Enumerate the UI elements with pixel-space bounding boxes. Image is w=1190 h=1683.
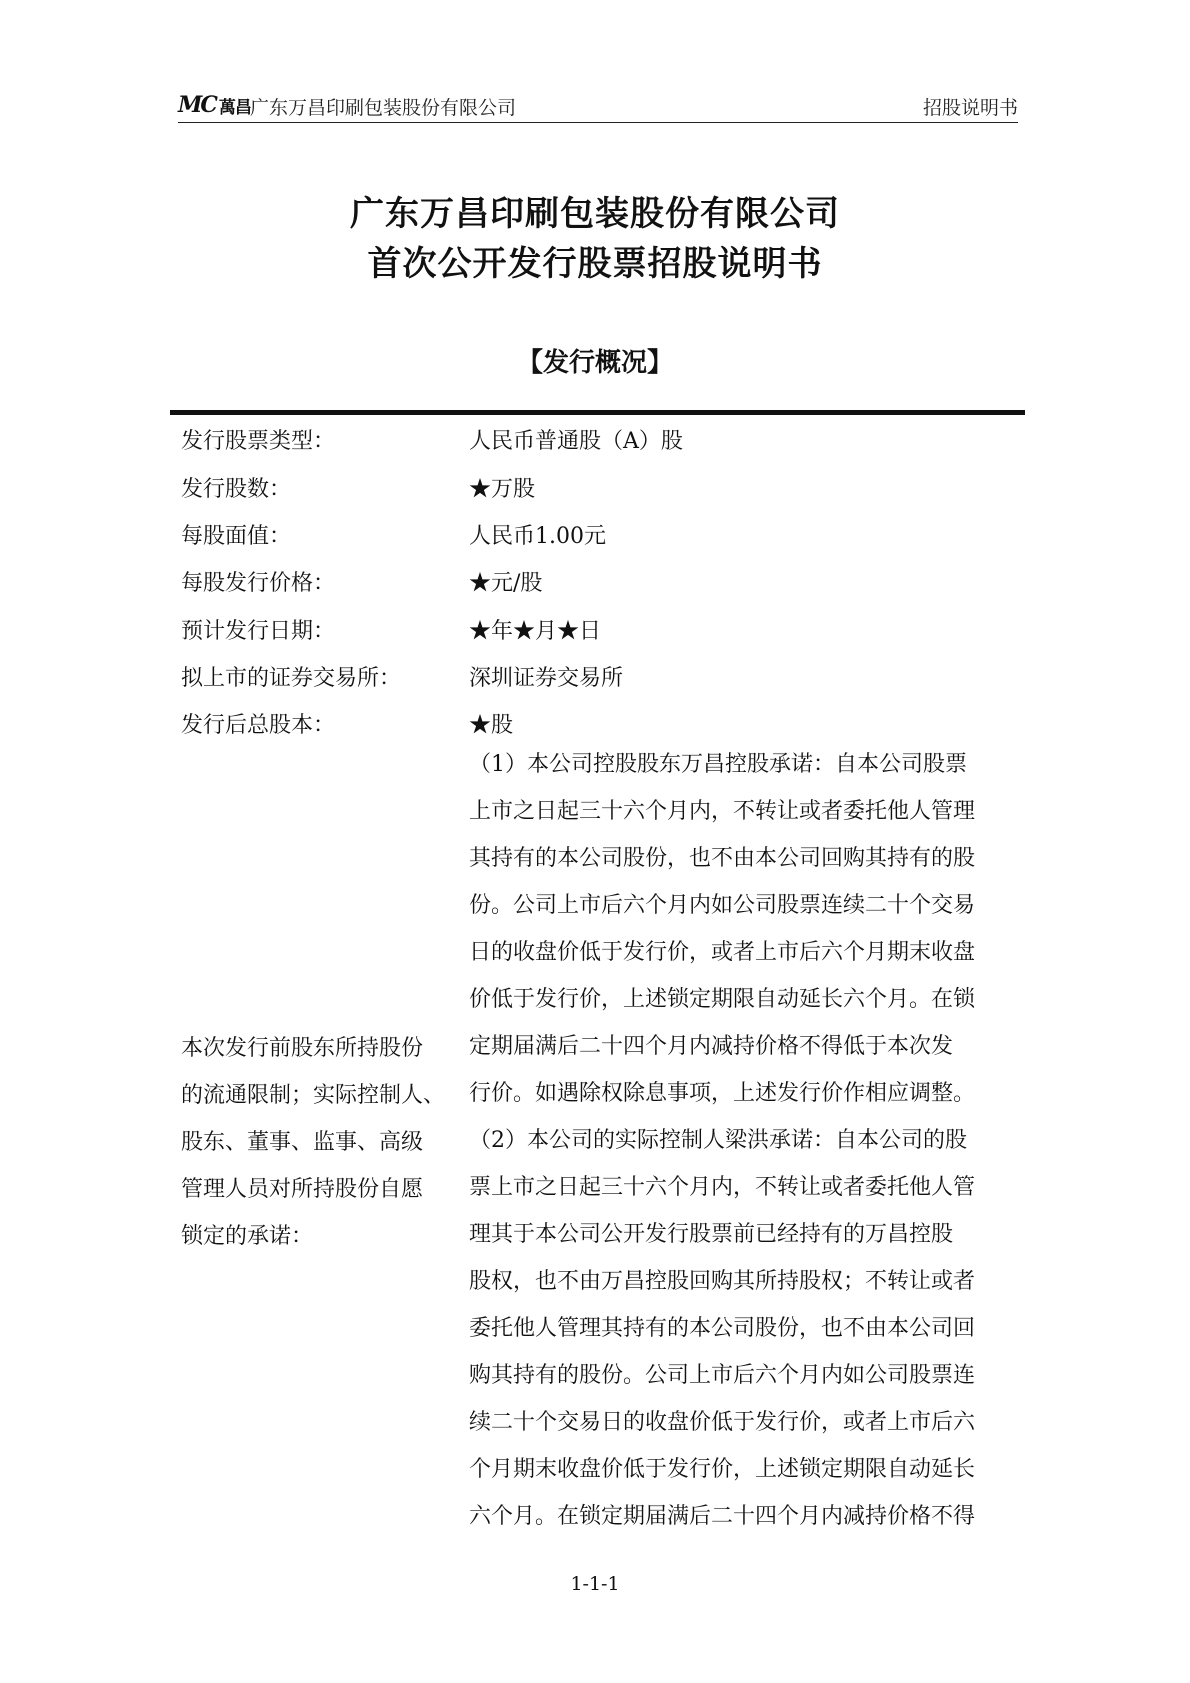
lockup-text-line: 票上市之日起三十六个月内，不转让或者委托他人管 (469, 1175, 976, 1200)
page-number: 1-1-1 (570, 1573, 620, 1595)
lockup-label-line: 的流通限制；实际控制人、 (181, 1083, 446, 1108)
lockup-label-line: 管理人员对所持股份自愿 (181, 1177, 424, 1202)
row-value-shares-issued: ★万股 (469, 477, 536, 502)
header-document-type: 招股说明书 (922, 97, 1018, 119)
row-label-par-value: 每股面值： (181, 524, 292, 549)
document-title-line2: 首次公开发行股票招股说明书 (367, 244, 823, 284)
lockup-label-line: 锁定的承诺： (181, 1224, 314, 1249)
lockup-text-line: 行价。如遇除权除息事项，上述发行价作相应调整。 (469, 1081, 976, 1106)
lockup-text-line: 份。公司上市后六个月内如公司股票连续二十个交易 (469, 893, 976, 918)
row-label-total-shares: 发行后总股本： (181, 713, 336, 738)
row-label-stock-type: 发行股票类型： (181, 429, 336, 454)
company-logo (178, 92, 251, 118)
section-heading: 【发行概况】 (516, 348, 673, 378)
lockup-label-line: 股东、董事、监事、高级 (181, 1130, 424, 1155)
row-label-issue-date: 预计发行日期： (181, 619, 336, 644)
table-top-rule (170, 410, 1025, 415)
lockup-text-line: （2）本公司的实际控制人梁洪承诺：自本公司的股 (469, 1128, 967, 1153)
lockup-text-line: 其持有的本公司股份，也不由本公司回购其持有的股 (469, 846, 976, 871)
lockup-text-line: 价低于发行价，上述锁定期限自动延长六个月。在锁 (469, 987, 976, 1012)
lockup-text-line: 六个月。在锁定期届满后二十四个月内减持价格不得 (469, 1504, 976, 1529)
lockup-label-line: 本次发行前股东所持股份 (181, 1036, 424, 1061)
row-value-issue-date: ★年★月★日 (469, 619, 602, 644)
row-value-exchange: 深圳证券交易所 (469, 666, 624, 691)
header-company-name: 广东万昌印刷包装股份有限公司 (250, 97, 517, 119)
row-value-total-shares: ★股 (469, 713, 514, 738)
row-label-issue-price: 每股发行价格： (181, 571, 336, 596)
lockup-text-line: 个月期末收盘价低于发行价，上述锁定期限自动延长 (469, 1457, 976, 1482)
lockup-text-line: 理其于本公司公开发行股票前已经持有的万昌控股 (469, 1222, 954, 1247)
lockup-text-line: 委托他人管理其持有的本公司股份，也不由本公司回 (469, 1316, 976, 1341)
row-label-shares-issued: 发行股数： (181, 477, 292, 502)
row-label-exchange: 拟上市的证券交易所： (181, 666, 402, 691)
lockup-text-line: 股权，也不由万昌控股回购其所持股权；不转让或者 (469, 1269, 976, 1294)
lockup-text-line: 上市之日起三十六个月内，不转让或者委托他人管理 (469, 799, 976, 824)
lockup-commitment-text (469, 741, 975, 1540)
row-value-par-value: 人民币1.00元 (469, 524, 606, 549)
logo-mark: MC (178, 92, 216, 118)
row-value-stock-type: 人民币普通股（A）股 (469, 429, 683, 454)
document-title-line1: 广东万昌印刷包装股份有限公司 (350, 194, 840, 234)
lockup-text-line: 定期届满后二十四个月内减持价格不得低于本次发 (469, 1034, 954, 1059)
lockup-text-line: （1）本公司控股股东万昌控股承诺：自本公司股票 (469, 752, 967, 777)
logo-text: 萬昌 (218, 97, 251, 118)
row-value-issue-price: ★元/股 (469, 571, 543, 596)
lockup-text-line: 续二十个交易日的收盘价低于发行价，或者上市后六 (469, 1410, 976, 1435)
lockup-text-line: 购其持有的股份。公司上市后六个月内如公司股票连 (469, 1363, 976, 1388)
lockup-label (181, 1025, 445, 1260)
lockup-text-line: 日的收盘价低于发行价，或者上市后六个月期末收盘 (469, 940, 976, 965)
page-header (178, 88, 1018, 123)
